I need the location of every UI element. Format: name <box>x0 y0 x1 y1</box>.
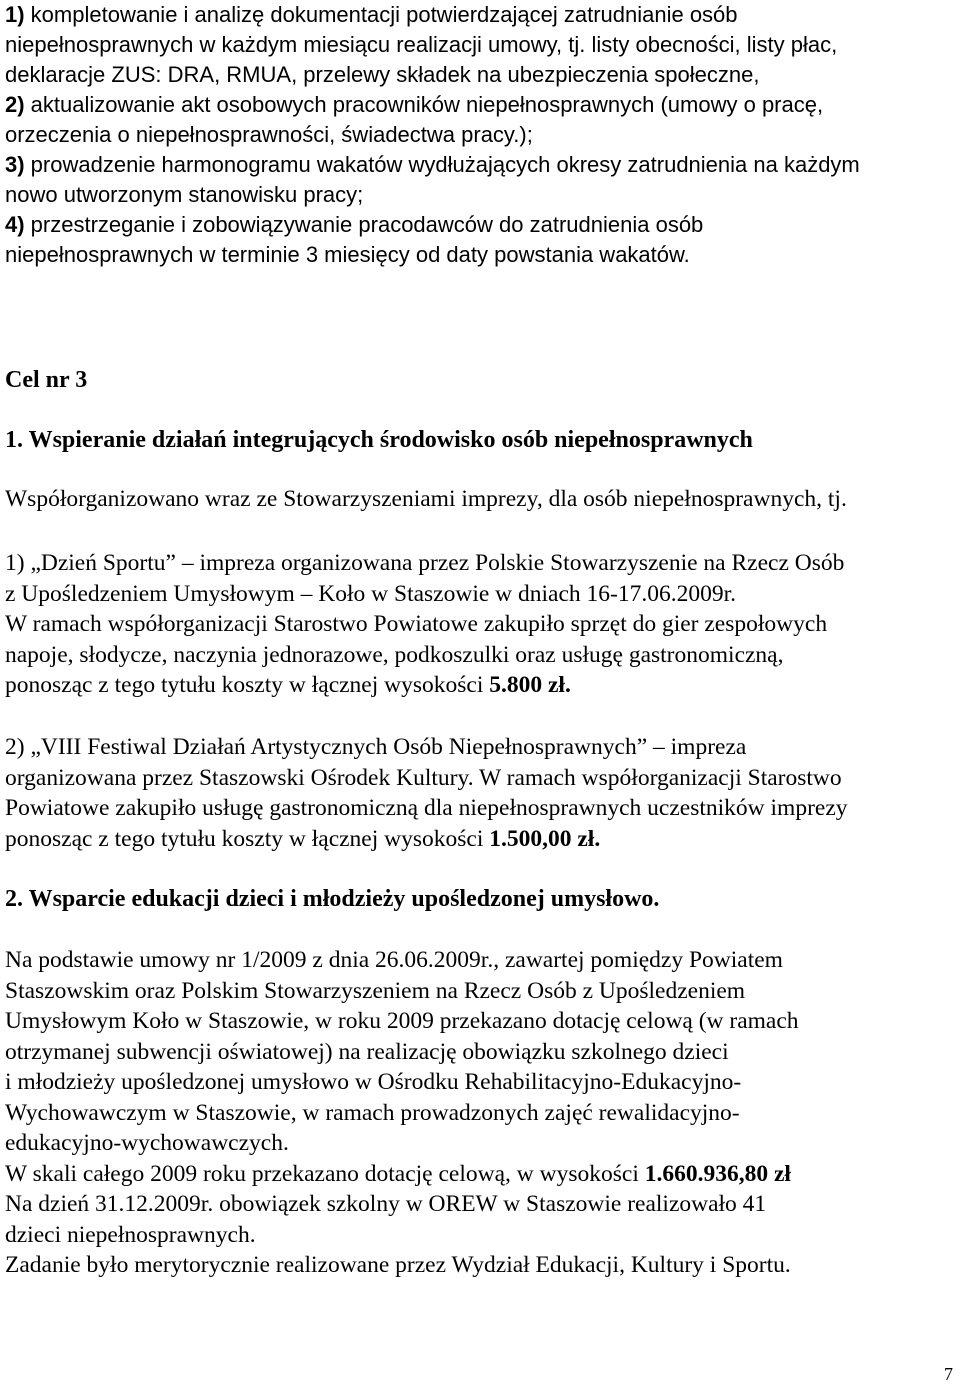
intro-l3: deklaracje ZUS: DRA, RMUA, przelewy składek na ubezpieczenia społeczne, <box>5 62 760 87</box>
event-1-l3: W ramach współorganizacji Starostwo Powiatowe zakupiło sprzęt do gier zespołowych <box>5 611 828 637</box>
event-2-l2: organizowana przez Staszowski Ośrodek Kultury. W ramach współorganizacji Starostwo <box>5 764 842 791</box>
event-2-l1: 2) „VIII Festiwal Działań Artystycznych Osób Niepełnosprawnych” – impreza <box>5 734 747 760</box>
intro-l8 <box>5 210 860 240</box>
goal-title: Cel nr 3 <box>5 367 88 393</box>
intro-l6-text: prowadzenie harmonogramu wakatów wydłużających okresy zatrudnienia na każdym <box>24 152 860 177</box>
section1-intro: Współorganizowano wraz ze Stowarzyszeniami imprezy, dla osób niepełnosprawnych, tj. <box>5 486 847 512</box>
section2-p9: Na dzień 31.12.2009r. obowiązek szkolny w OREW w Staszowie realizowało 41 <box>5 1191 767 1217</box>
subsidy-text: W skali całego 2009 roku przekazano dotację celową, w wysokości <box>5 1160 645 1187</box>
intro-list <box>5 0 860 270</box>
event-2-l4 <box>5 824 848 855</box>
section2-body <box>5 945 799 1281</box>
intro-l6 <box>5 150 860 180</box>
intro-l2: niepełnosprawnych w każdym miesiącu realizacji umowy, tj. listy obecności, listy płac, <box>5 32 838 57</box>
page-number: 7 <box>944 1364 953 1384</box>
list-marker: 2) <box>5 92 25 117</box>
intro-l4-text: aktualizowanie akt osobowych pracowników niepełnosprawnych (umowy o pracę, <box>24 92 824 117</box>
section2-p7: edukacyjno-wychowawczych. <box>5 1130 289 1156</box>
event-1-l2: z Upośledzeniem Umysłowym – Koło w Staszowie w dniach 16-17.06.2009r. <box>5 580 737 607</box>
intro-l5: orzeczenia o niepełnosprawności, świadectwa pracy.); <box>5 122 533 147</box>
event-1-cost-text: ponosząc z tego tytułu koszty w łącznej wysokości <box>5 672 490 698</box>
event-1-l1: 1) „Dzień Sportu” – impreza organizowana przez Polskie Stowarzyszenie na Rzecz Osób <box>5 550 845 576</box>
event-2-amount: 1.500,00 zł. <box>489 825 601 852</box>
section2-p1: Na podstawie umowy nr 1/2009 z dnia 26.06.2009r., zawartej pomiędzy Powiatem <box>5 947 783 973</box>
section2-heading: 2. Wsparcie edukacji dzieci i młodzieży upośledzonej umysłowo. <box>5 886 660 912</box>
intro-l4 <box>5 90 860 120</box>
section2-p5: i młodzieży upośledzonej umysłowo w Ośrodku Rehabilitacyjno-Edukacyjno- <box>5 1069 742 1095</box>
list-marker: 4) <box>5 212 25 237</box>
section2-p10: dzieci niepełnosprawnych. <box>5 1221 256 1248</box>
intro-l1: kompletowanie i analizę dokumentacji potwierdzającej zatrudnianie osób <box>24 2 738 27</box>
section2-p6: Wychowawczym w Staszowie, w ramach prowadzonych zajęć rewalidacyjno- <box>5 1099 740 1126</box>
event-2 <box>5 732 848 854</box>
event-2-l3: Powiatowe zakupiło usługę gastronomiczną dla niepełnosprawnych uczestników imprezy <box>5 795 848 821</box>
section2-p2: Staszowskim oraz Polskim Stowarzyszeniem na Rzecz Osób z Upośledzeniem <box>5 977 746 1004</box>
section2-p4: otrzymanej subwencji oświatowej) na realizację obowiązku szkolnego dzieci <box>5 1038 729 1065</box>
event-1-l4: napoje, słodycze, naczynia jednorazowe, podkoszulki oraz usługę gastronomiczną, <box>5 641 784 668</box>
intro-l9: niepełnosprawnych w terminie 3 miesięcy od daty powstania wakatów. <box>5 242 690 267</box>
event-1-l5 <box>5 670 844 701</box>
intro-l7: nowo utworzonym stanowisku pracy; <box>5 182 364 207</box>
intro-line <box>5 0 860 30</box>
section2-p11: Zadanie było merytorycznie realizowane przez Wydział Edukacji, Kultury i Sportu. <box>5 1252 791 1278</box>
section2-p8 <box>5 1159 799 1190</box>
subsidy-amount: 1.660.936,80 zł <box>644 1160 791 1187</box>
list-marker: 1) <box>5 2 25 27</box>
event-1-amount: 5.800 zł. <box>489 672 571 698</box>
event-1 <box>5 548 844 701</box>
event-2-cost-text: ponosząc z tego tytułu koszty w łącznej wysokości <box>5 825 490 852</box>
intro-l8-text: przestrzeganie i zobowiązywanie pracodawców do zatrudnienia osób <box>24 212 704 237</box>
section1-heading: 1. Wspieranie działań integrujących środowisko osób niepełnosprawnych <box>5 427 753 453</box>
list-marker: 3) <box>5 152 25 177</box>
section2-p3: Umysłowym Koło w Staszowie, w roku 2009 przekazano dotację celową (w ramach <box>5 1008 799 1034</box>
